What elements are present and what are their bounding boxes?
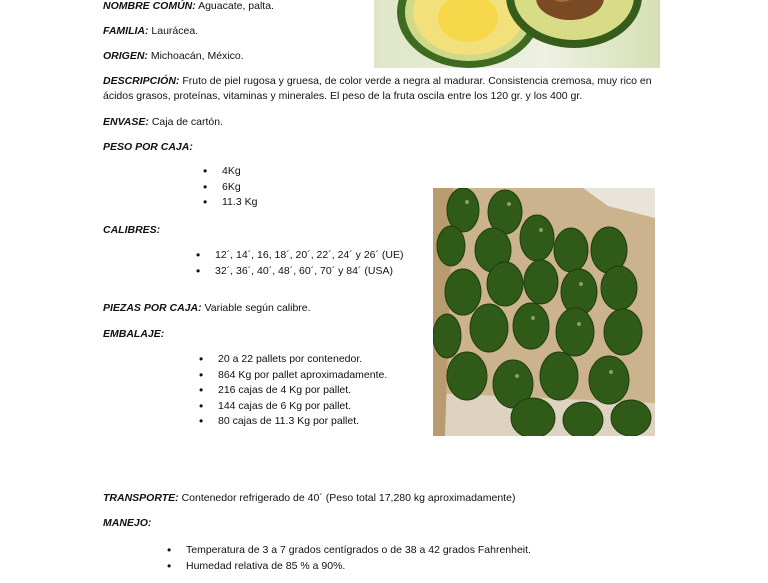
embalaje-label: EMBALAJE: xyxy=(103,328,165,340)
avocado-box-image xyxy=(433,188,655,436)
list-item: • 80 cajas de 11.3 Kg por pallet. xyxy=(218,414,387,430)
descripcion-paragraph xyxy=(103,74,673,104)
descripcion-label: DESCRIPCIÓN: xyxy=(103,75,180,87)
list-item: • 6Kg xyxy=(222,180,257,196)
transporte-row xyxy=(103,492,515,504)
list-item: • Temperatura de 3 a 7 grados centígrados o de 38 a 42 grados Fahrenheit. xyxy=(186,543,531,559)
origen-row xyxy=(103,50,244,62)
list-item: • 12´, 14´, 16, 18´, 20´, 22´, 24´ y 26´ (UE) xyxy=(215,248,404,264)
origen-value: Michoacán, México. xyxy=(147,50,244,62)
transporte-value: Contenedor refrigerado de 40´ (Peso total 17,280 kg aproximadamente) xyxy=(178,492,516,504)
peso-por-caja-label: PESO POR CAJA: xyxy=(103,141,193,153)
envase-row xyxy=(103,116,223,128)
list-item: • 144 cajas de 6 Kg por pallet. xyxy=(218,399,387,415)
list-item: • 216 cajas de 4 Kg por pallet. xyxy=(218,383,387,399)
piezas-value: Variable según calibre. xyxy=(201,302,311,314)
piezas-label: PIEZAS POR CAJA: xyxy=(103,302,202,314)
origen-label: ORIGEN: xyxy=(103,50,148,62)
list-item: • Humedad relativa de 85 % a 90%. xyxy=(186,559,531,575)
descripcion-value: Fruto de piel rugosa y gruesa, de color verde a negra al madurar. Consistencia cremosa, muy rico en ácidos grasos, proteínas, vitaminas y minerales. El peso de la fruta oscila entre los 120 gr. y los 400 gr. xyxy=(103,75,652,102)
manejo-label: MANEJO: xyxy=(103,517,152,529)
calibres-label: CALIBRES: xyxy=(103,224,161,236)
piezas-por-caja-row xyxy=(103,302,311,314)
avocado-halves-image xyxy=(374,0,660,68)
nombre-comun-row xyxy=(103,0,274,12)
envase-value: Caja de cartón. xyxy=(148,116,224,128)
familia-label: FAMILIA: xyxy=(103,25,149,37)
calibres-list xyxy=(215,248,404,279)
list-item: • 32´, 36´, 40´, 48´, 60´, 70´ y 84´ (USA) xyxy=(215,264,404,280)
list-item: • 4Kg xyxy=(222,164,257,180)
manejo-list xyxy=(186,543,531,574)
familia-row xyxy=(103,25,198,37)
list-item: • 20 a 22 pallets por contenedor. xyxy=(218,352,387,368)
list-item: • 864 Kg por pallet aproximadamente. xyxy=(218,368,387,384)
transporte-label: TRANSPORTE: xyxy=(103,492,179,504)
familia-value: Laurácea. xyxy=(148,25,199,37)
list-item: • 11.3 Kg xyxy=(222,195,257,211)
envase-label: ENVASE: xyxy=(103,116,149,128)
embalaje-list xyxy=(218,352,387,430)
peso-list xyxy=(222,164,257,211)
nombre-comun-value: Aguacate, palta. xyxy=(195,0,274,12)
nombre-comun-label: NOMBRE COMÚN: xyxy=(103,0,196,12)
